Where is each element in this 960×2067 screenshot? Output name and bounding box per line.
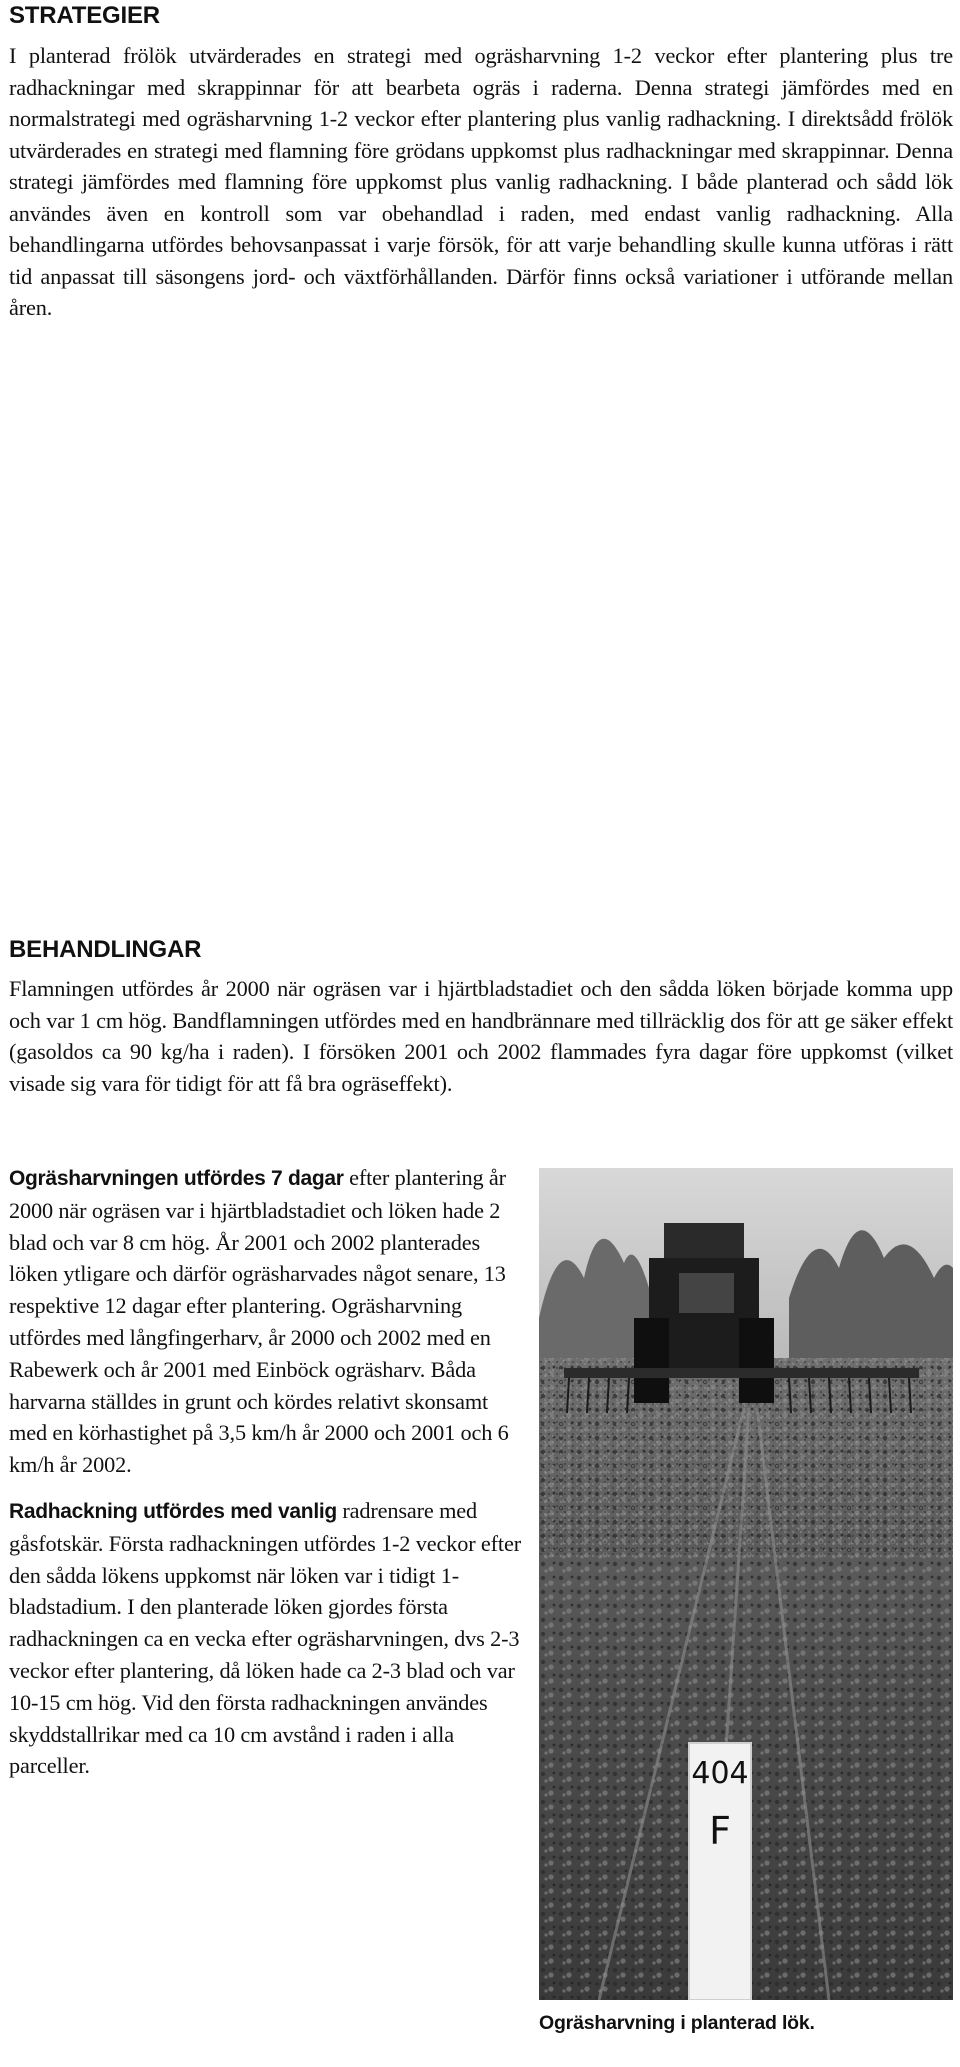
behandlingar-paragraph: Flamningen utfördes år 2000 när ogräsen var i hjärtbladstadiet och den sådda löken började komma upp och var 1 cm hög. Bandflamningen utfördes med en handbrännare med tillräcklig dos för att ge säker effekt (gasoldos ca 90 kg/ha i raden). I försöken 2001 och 2002 flammades fyra dagar före uppkomst (vilket visade sig vara för tidigt för att få bra ogräseffekt).: [9, 976, 953, 1096]
paragraph-text: efter plantering år 2000 när ogräsen var i hjärtbladstadiet och löken hade 2 blad och var 8 cm hög. År 2001 och 2002 planterades löken ytligare och därför ogräsharvades något senare, 13 respektive 12 dagar efter plantering. Ogräsharvning utfördes med långfingerharv, år 2000 och 2002 med en Rabewerk och år 2001 med Einböck ogräsharv. Båda harvarna ställdes in grunt och kördes relativt skonsamt med en körhastighet på 3,5 km/h år 2000 och 2001 och 6 km/h år 2002.: [9, 1165, 509, 1478]
field-photo: [539, 1168, 953, 2000]
sign-number: 404: [691, 1756, 749, 1791]
left-column: [9, 1162, 521, 1782]
sign-letter: F: [709, 1809, 731, 1853]
section-heading-behandlingar: BEHANDLINGAR: [9, 936, 202, 963]
section-heading-strategier: STRATEGIER: [9, 2, 160, 29]
ograsharvning-paragraph: [9, 1162, 521, 1481]
paragraph-lead: Ogräsharvningen utfördes 7 dagar: [9, 1167, 344, 1190]
photo-caption: Ogräsharvning i planterad lök.: [539, 2012, 815, 2034]
page: [9, 0, 953, 2067]
radhackning-paragraph: [9, 1495, 521, 1782]
paragraph-text: radrensare med gåsfotskär. Första radhackningen utfördes 1-2 veckor efter den sådda lökens uppkomst när löken var i tidigt 1-bladstadium. I den planterade löken gjordes första radhackningen ca en vecka efter ogräsharvningen, dvs 2-3 veckor efter plantering, då löken hade ca 2-3 blad och var 10-15 cm hög. Vid den första radhackningen användes skyddstallrikar med ca 10 cm avstånd i raden i alla parceller.: [9, 1497, 521, 1779]
paragraph-lead: Radhackning utfördes med vanlig: [9, 1499, 337, 1523]
plot-sign: [689, 1743, 751, 2000]
figure: [539, 1168, 953, 2035]
strategier-paragraph: I planterad frölök utvärderades en strategi med ogräsharvning 1-2 veckor efter plantering plus tre radhackningar med skrappinnar för att bearbeta ogräs i raderna. Denna strategi jämfördes med en normalstrategi med ogräsharvning 1-2 veckor efter plantering plus vanlig radhackning. I direktsådd frölök utvärderades en strategi med flamning före grödans uppkomst plus radhackningar med skrappinnar. Denna strategi jämfördes med flamning före uppkomst plus vanlig radhackning. I både planterad och sådd lök användes även en kontroll som var obehandlad i raden, med endast vanlig radhackning. Alla behandlingarna utfördes behovsanpassat i varje försök, för att varje behandling skulle kunna utföras i rätt tid anpassat till säsongens jord- och växtförhållanden. Därför finns också variationer i utförande mellan åren.: [9, 43, 953, 320]
